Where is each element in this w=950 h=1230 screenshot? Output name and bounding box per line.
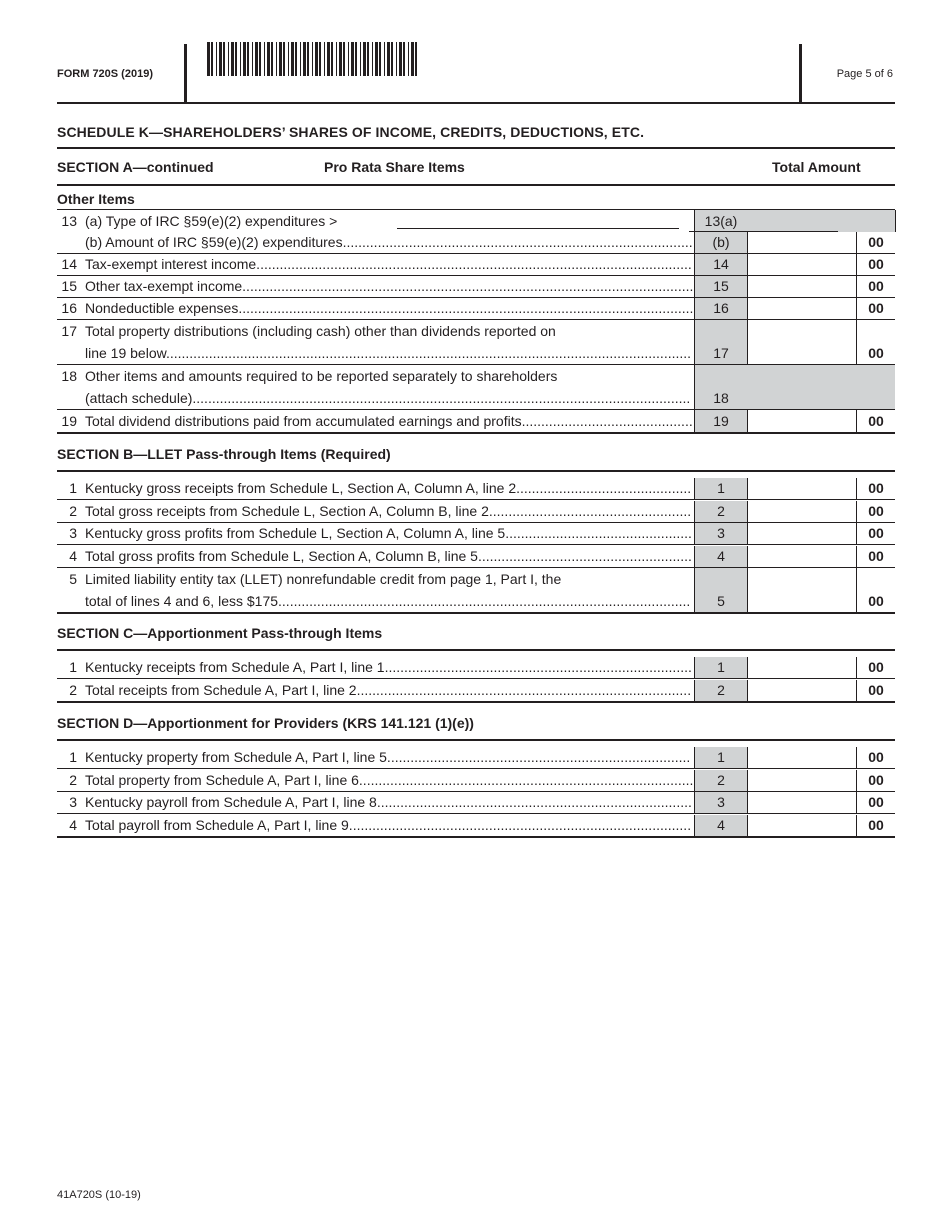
section-c-line-2-code: 2 (694, 680, 748, 701)
section-c-line-2-row (57, 680, 895, 703)
line-13-number: 13 (61, 213, 77, 229)
section-d-line-2-row (57, 770, 895, 792)
section-b-line-3-code: 3 (694, 523, 748, 544)
section-b-line-1-amount[interactable] (746, 478, 856, 499)
section-c-line-2-amount[interactable] (746, 680, 856, 701)
line-16-label: Nondeductible expenses..................................................................................................................... (85, 300, 693, 316)
section-b-line-4-code: 4 (694, 546, 748, 567)
header-rule (57, 102, 895, 104)
section-d-line-2-code: 2 (694, 770, 748, 791)
section-d-line-2-label: Total property from Schedule A, Part I, line 6...................................................................................... (85, 771, 693, 788)
line-17-label-2: line 19 below....................................................................................................................................... (85, 345, 692, 361)
line-18-code: 18 (694, 365, 748, 409)
other-items-heading: Other Items (57, 191, 135, 207)
section-d-line-4-amount[interactable] (746, 815, 856, 836)
section-b-line-4-label: Total gross profits from Schedule L, Section A, Column B, line 5....................................................... (85, 547, 692, 564)
page-number: Page 5 of 6 (836, 68, 893, 80)
line-13a-shaded (746, 210, 896, 232)
section-d-line-3-code: 3 (694, 792, 748, 813)
section-c-line-2-number: 2 (69, 681, 77, 698)
section-d-label: SECTION D—Apportionment for Providers (KRS 141.121 (1)(e)) (57, 715, 474, 731)
line-17-number: 17 (61, 323, 77, 339)
line-16-cents: 00 (856, 298, 895, 319)
section-c-line-1-label: Kentucky receipts from Schedule A, Part I, line 1............................................................................... (85, 659, 692, 675)
header-divider-left (184, 44, 187, 102)
line-13b-label: (b) Amount of IRC §59(e)(2) expenditures.......................................................................................... (85, 234, 693, 250)
section-c-line-2-label: Total receipts from Schedule A, Part I, line 2...................................................................................... (85, 681, 692, 698)
line-18-label-1: Other items and amounts required to be reported separately to shareholders (85, 368, 558, 384)
section-b-line-1-cents: 00 (856, 478, 895, 499)
section-d-line-1-cents: 00 (856, 747, 895, 768)
line-17-cents: 00 (856, 320, 895, 364)
barcode-icon (207, 42, 421, 76)
line-16-code: 16 (694, 298, 748, 319)
line-19-label: Total dividend distributions paid from accumulated earnings and profits............................................ (85, 413, 693, 429)
section-d-line-4-label: Total payroll from Schedule A, Part I, line 9........................................................................................ (85, 816, 692, 833)
section-b-line-4-amount[interactable] (746, 546, 856, 567)
line-17-code: 17 (694, 320, 748, 364)
section-a-col-total: Total Amount (772, 159, 861, 175)
section-c-line-1-row (57, 657, 895, 679)
section-b-line-2-label: Total gross receipts from Schedule L, Section A, Column B, line 2.................................................... (85, 502, 692, 519)
section-d-line-3-amount[interactable] (746, 792, 856, 813)
line-18-label-2: (attach schedule)................................................................................................................................ (85, 390, 691, 406)
section-b-line-3-number: 3 (69, 525, 77, 541)
section-d-line-4-code: 4 (694, 815, 748, 836)
line-18-shaded (746, 365, 895, 409)
section-d-line-2-number: 2 (69, 771, 77, 788)
section-b-line-2-cents: 00 (856, 501, 895, 522)
section-d-line-2-cents: 00 (856, 770, 895, 791)
section-c-line-2-cents: 00 (856, 680, 895, 701)
section-b-line-2-amount[interactable] (746, 501, 856, 522)
line-13b-amount[interactable] (746, 232, 856, 253)
line-13a-label: (a) Type of IRC §59(e)(2) expenditures > (85, 213, 338, 229)
section-d-rule (57, 739, 895, 741)
line-14-code: 14 (694, 254, 748, 275)
section-a-col-items: Pro Rata Share Items (324, 159, 465, 175)
section-b-line-5-code: 5 (694, 568, 748, 612)
section-b-label: SECTION B—LLET Pass-through Items (Required) (57, 446, 391, 462)
section-b-rule (57, 470, 895, 472)
section-c-rule (57, 649, 895, 651)
line-19-row (57, 410, 895, 434)
section-b-line-2-number: 2 (69, 502, 77, 519)
line-16-amount[interactable] (746, 298, 856, 319)
section-d-line-1-label: Kentucky property from Schedule A, Part I, line 5.............................................................................. (85, 749, 691, 765)
section-b-line-2-row (57, 501, 895, 523)
line-17-row (57, 320, 895, 365)
section-b-line-1-row (57, 478, 895, 500)
section-c-line-1-code: 1 (694, 657, 748, 678)
section-b-line-5-number: 5 (69, 571, 77, 587)
section-d-line-1-amount[interactable] (746, 747, 856, 768)
line-14-amount[interactable] (746, 254, 856, 275)
line-14-label: Tax-exempt interest income................................................................................................................ (85, 256, 692, 272)
section-b-line-1-number: 1 (69, 480, 77, 496)
line-13a-row (57, 210, 895, 232)
section-d-line-1-code: 1 (694, 747, 748, 768)
line-19-code: 19 (694, 410, 748, 432)
line-15-code: 15 (694, 276, 748, 297)
section-b-line-5-label-2: total of lines 4 and 6, less $175.......................................................................................................... (85, 593, 691, 609)
section-c-line-1-amount[interactable] (746, 657, 856, 678)
section-d-line-3-row (57, 792, 895, 814)
line-14-cents: 00 (856, 254, 895, 275)
section-c-label: SECTION C—Apportionment Pass-through Items (57, 625, 383, 641)
section-b-line-4-cents: 00 (856, 546, 895, 567)
section-d-line-4-number: 4 (69, 816, 77, 833)
line-14-number: 14 (61, 256, 77, 272)
section-a-rule (57, 184, 895, 186)
line-17-amount[interactable] (746, 320, 856, 364)
section-b-line-4-row (57, 546, 895, 568)
line-17-label-1: Total property distributions (including cash) other than dividends reported on (85, 323, 556, 339)
line-19-cents: 00 (856, 410, 895, 432)
title-rule (57, 147, 895, 149)
line-16-number: 16 (61, 300, 77, 316)
header-divider-right (799, 44, 802, 102)
line-19-amount[interactable] (746, 410, 856, 432)
section-d-line-2-amount[interactable] (746, 770, 856, 791)
section-d-line-1-number: 1 (69, 749, 77, 765)
section-b-line-1-code: 1 (694, 478, 748, 499)
section-b-line-1-label: Kentucky gross receipts from Schedule L, Section A, Column A, line 2............................................. (85, 480, 692, 496)
section-b-line-3-amount[interactable] (746, 523, 856, 544)
section-b-line-5-label-1: Limited liability entity tax (LLET) nonrefundable credit from page 1, Part I, the (85, 571, 562, 587)
section-b-line-5-amount[interactable] (746, 568, 856, 612)
section-b-line-3-row (57, 523, 895, 545)
line-15-amount[interactable] (746, 276, 856, 297)
section-d-line-1-row (57, 747, 895, 769)
section-d-line-4-row (57, 815, 895, 838)
section-b-line-4-number: 4 (69, 547, 77, 564)
line-13b-row (57, 232, 895, 254)
line-16-row (57, 298, 895, 320)
section-d-line-3-cents: 00 (856, 792, 895, 813)
section-b-line-3-label: Kentucky gross profits from Schedule L, Section A, Column A, line 5................................................ (85, 525, 692, 541)
line-15-label: Other tax-exempt income.................................................................................................................... (85, 278, 693, 294)
schedule-title: SCHEDULE K—SHAREHOLDERS’ SHARES OF INCOME, CREDITS, DEDUCTIONS, ETC. (57, 124, 645, 140)
section-a-label: SECTION A—continued (57, 159, 214, 175)
line-15-number: 15 (61, 278, 77, 294)
section-b-line-5-row (57, 568, 895, 614)
section-d-line-3-number: 3 (69, 794, 77, 810)
section-c-line-1-number: 1 (69, 659, 77, 675)
line-13a-code: 13(a) (694, 210, 748, 232)
section-d-line-4-cents: 00 (856, 815, 895, 836)
form-revision-code: 41A720S (10-19) (57, 1189, 141, 1201)
line-15-cents: 00 (856, 276, 895, 297)
section-d-line-3-label: Kentucky payroll from Schedule A, Part I, line 8................................................................................. (85, 794, 692, 810)
line-14-row (57, 254, 895, 276)
line-19-number: 19 (61, 413, 77, 429)
line-15-row (57, 276, 895, 298)
section-b-line-3-cents: 00 (856, 523, 895, 544)
line-18-row (57, 365, 895, 410)
line-18-number: 18 (61, 368, 77, 384)
line-13b-code: (b) (694, 232, 748, 253)
section-b-line-2-code: 2 (694, 501, 748, 522)
section-c-line-1-cents: 00 (856, 657, 895, 678)
form-id: FORM 720S (2019) (57, 68, 153, 80)
section-b-line-5-cents: 00 (856, 568, 895, 612)
line-13b-cents: 00 (856, 232, 895, 253)
line-13a-type-input[interactable] (397, 228, 679, 229)
